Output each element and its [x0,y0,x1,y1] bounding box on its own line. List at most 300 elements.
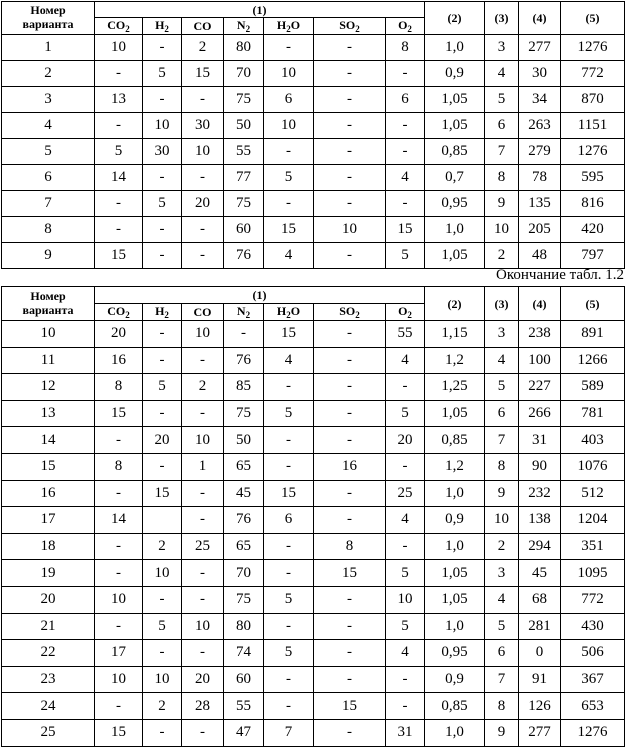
table-cell: 15 [95,243,143,269]
gas-formula-tail: O [290,17,301,32]
table-cell: 28 [182,693,224,720]
header-gas-6 [386,18,425,35]
table-cell: 0,9 [425,666,485,693]
table-row [2,666,625,693]
table-cell: - [182,87,224,113]
gas-formula-base: CO [193,19,212,33]
table-cell: - [264,427,314,454]
table-cell: 5 [386,613,425,640]
table-cell: 1,0 [425,480,485,507]
gas-formula-subscript: 2 [245,23,251,34]
table-cell: 7 [485,666,519,693]
table-cell: 60 [224,666,264,693]
table-cell: - [314,613,386,640]
table-cell: 4 [485,347,519,374]
table-cell: - [314,347,386,374]
header-gas-2 [182,18,224,35]
gas-formula-base: CO [107,17,126,32]
header-group-1: (1) [95,287,425,304]
table-cell: 2 [143,533,182,560]
table-cell: 10 [264,61,314,87]
table-cell: 1,0 [425,533,485,560]
table-cell: 70 [224,61,264,87]
table-cell: 1,2 [425,453,485,480]
table-cell: 294 [519,533,561,560]
table-cell: 6 [264,87,314,113]
table-row [2,453,625,480]
table-cell: 5 [143,613,182,640]
table-cell: 277 [519,35,561,61]
table-row [2,113,625,139]
header-gas-0 [95,304,143,321]
table-cell: - [182,347,224,374]
variant-number: 12 [2,374,95,401]
table-cell: 653 [561,693,625,720]
table-cell: 10 [182,427,224,454]
table-cell: 1,05 [425,113,485,139]
table-cell: 15 [143,480,182,507]
variant-number: 18 [2,533,95,560]
header-gas-4 [264,18,314,35]
table-cell: 14 [95,507,143,534]
table-cell: 3 [485,321,519,348]
table-cell: - [386,666,425,693]
header-col-5: (5) [561,2,625,35]
table-cell: - [386,191,425,217]
table-cell: 14 [95,165,143,191]
continuation-note: Окончание табл. 1.2 [496,267,624,283]
table-cell: 1,05 [425,400,485,427]
table-cell: 8 [95,453,143,480]
table-cell: 3 [485,560,519,587]
gas-formula-base: CO [193,305,212,319]
table-cell: 1276 [561,719,625,746]
table-cell: 15 [264,480,314,507]
variant-number: 22 [2,640,95,667]
table-cell: 430 [561,613,625,640]
table-cell: - [143,243,182,269]
table-cell: - [182,480,224,507]
header-col-2: (2) [425,2,485,35]
table-cell: 25 [182,533,224,560]
header-col-2: (2) [425,287,485,321]
variant-number: 9 [2,243,95,269]
table-cell: 0,9 [425,507,485,534]
table-cell: 90 [519,453,561,480]
table-cell: 10 [182,321,224,348]
table-cell: 5 [264,640,314,667]
gas-formula-base: SO [339,303,356,318]
gas-formula-subscript: 2 [164,309,169,320]
table-cell: 15 [182,61,224,87]
table-cell: - [264,35,314,61]
table-cell: 50 [224,427,264,454]
variant-number: 5 [2,139,95,165]
header-col-4: (4) [519,287,561,321]
table-cell: 0,85 [425,693,485,720]
gas-formula-base: H [155,17,165,32]
gas-formula-subscript: 2 [355,309,360,320]
table-cell: 5 [264,586,314,613]
table-row [2,191,625,217]
table-cell: 74 [224,640,264,667]
gas-formula-subscript: 2 [125,23,130,34]
table-cell: - [95,61,143,87]
table-cell: 126 [519,693,561,720]
table-row [2,586,625,613]
table-cell: - [314,139,386,165]
table-cell: 1 [182,453,224,480]
table-cell: - [264,453,314,480]
table-cell: - [182,243,224,269]
table-cell: 279 [519,139,561,165]
table-cell: 5 [264,400,314,427]
gas-formula-base: H [276,303,287,318]
table-cell [143,507,182,534]
table-cell: - [95,427,143,454]
variant-number: 21 [2,613,95,640]
table-cell: - [386,533,425,560]
table-cell: - [143,35,182,61]
table-cell: 8 [485,693,519,720]
table-cell: 20 [182,191,224,217]
table-cell: 45 [224,480,264,507]
table-cell: - [95,480,143,507]
table-cell: 31 [386,719,425,746]
table-cell: 6 [264,507,314,534]
table-cell: 1,05 [425,560,485,587]
table-cell: 45 [519,560,561,587]
table-cell: 10 [264,113,314,139]
table-cell: - [182,217,224,243]
table-cell: - [264,666,314,693]
header-gas-3 [224,304,264,321]
variant-number: 16 [2,480,95,507]
variant-number: 3 [2,87,95,113]
table-cell: 589 [561,374,625,401]
table-cell: - [314,61,386,87]
table-cell: 8 [95,374,143,401]
variant-number: 20 [2,586,95,613]
table-cell: 48 [519,243,561,269]
table-cell: - [143,400,182,427]
table-row [2,560,625,587]
table-cell: - [264,560,314,587]
table-cell: 3 [485,35,519,61]
table-cell: 5 [485,374,519,401]
table-row [2,139,625,165]
table-cell: 5 [386,400,425,427]
variant-number: 4 [2,113,95,139]
table-row [2,640,625,667]
table-cell: - [264,374,314,401]
table-cell: - [224,321,264,348]
gas-formula-base: O [398,17,408,32]
table-cell: - [182,507,224,534]
table-cell: 80 [224,613,264,640]
table-cell: 816 [561,191,625,217]
variant-number: 2 [2,61,95,87]
table-row [2,243,625,269]
gas-variants-table-continuation [1,286,625,747]
table-cell: 5 [264,165,314,191]
variant-number: 15 [2,453,95,480]
header-col-3: (3) [485,2,519,35]
table-cell: 595 [561,165,625,191]
header-gas-3 [224,18,264,35]
header-gas-5 [314,304,386,321]
gas-formula-subscript: 2 [355,23,360,34]
table-cell: 0,85 [425,139,485,165]
table-cell: 15 [314,693,386,720]
table-cell: - [143,586,182,613]
table-cell: 891 [561,321,625,348]
variant-number: 23 [2,666,95,693]
table-cell: - [95,113,143,139]
table-cell: - [314,165,386,191]
table-row [2,321,625,348]
variant-number: 19 [2,560,95,587]
table-cell: 20 [95,321,143,348]
table-cell: 30 [143,139,182,165]
table-cell: 30 [182,113,224,139]
table-cell: 16 [314,453,386,480]
table-cell: 70 [224,560,264,587]
table-cell: 5 [143,191,182,217]
table-cell: - [314,507,386,534]
table-cell: 4 [264,243,314,269]
table-cell: 4 [386,640,425,667]
table-cell: - [314,586,386,613]
table-cell: - [143,165,182,191]
table-cell: 506 [561,640,625,667]
table-body [2,35,625,269]
gas-formula-base: O [398,303,408,318]
table-cell: 1204 [561,507,625,534]
table-cell: 870 [561,87,625,113]
table-cell: 0,9 [425,61,485,87]
table-cell: 10 [95,666,143,693]
header-variant: Номер варианта [2,2,95,35]
table-cell: 10 [485,217,519,243]
table-cell: - [182,400,224,427]
header-gas-6 [386,304,425,321]
table-cell: - [314,640,386,667]
table-cell: 10 [143,113,182,139]
table-cell: - [143,453,182,480]
table-cell: - [182,640,224,667]
table-cell: 5 [95,139,143,165]
table-cell: - [314,719,386,746]
table-cell: - [314,480,386,507]
table-cell: 80 [224,35,264,61]
table-cell: 5 [386,560,425,587]
table-cell: 1,0 [425,217,485,243]
table-cell: 263 [519,113,561,139]
table-row [2,719,625,746]
table-cell: - [314,427,386,454]
table-cell: 0 [519,640,561,667]
table-cell: - [95,560,143,587]
table-cell: 65 [224,533,264,560]
table-cell: 1,05 [425,586,485,613]
table-cell: - [95,613,143,640]
table-cell: - [314,191,386,217]
table-cell: 15 [95,719,143,746]
table-cell: 797 [561,243,625,269]
table-cell: 2 [485,243,519,269]
table-cell: 50 [224,113,264,139]
table-cell: 4 [386,507,425,534]
table-cell: 8 [386,35,425,61]
table-cell: - [95,533,143,560]
table-cell: 15 [264,217,314,243]
variant-number: 11 [2,347,95,374]
table-cell: 4 [386,347,425,374]
table-cell: 15 [95,400,143,427]
gas-formula-base: H [155,303,165,318]
table-cell: 0,85 [425,427,485,454]
table-cell: 47 [224,719,264,746]
header-gas-2 [182,304,224,321]
table-cell: 4 [485,61,519,87]
table-cell: - [314,374,386,401]
table-cell: 1266 [561,347,625,374]
table-cell: 6 [485,400,519,427]
table-cell: 10 [485,507,519,534]
table-body [2,321,625,747]
table-cell: - [143,217,182,243]
header-gas-5 [314,18,386,35]
variant-number: 1 [2,35,95,61]
table-cell: 100 [519,347,561,374]
gas-formula-subscript: 2 [245,309,251,320]
table-cell: 55 [224,693,264,720]
header-gas-0 [95,18,143,35]
table-cell: 75 [224,400,264,427]
table-cell: 227 [519,374,561,401]
table-cell: 8 [485,453,519,480]
table-cell: 238 [519,321,561,348]
header-row [2,287,625,304]
header-gas-1 [143,304,182,321]
gas-formula-tail: O [290,303,301,318]
table-cell: 135 [519,191,561,217]
table-cell: 403 [561,427,625,454]
table-cell: 31 [519,427,561,454]
gas-formula-subscript: 2 [286,309,291,320]
table-cell: - [95,693,143,720]
table-cell: 5 [143,61,182,87]
table-cell: 9 [485,480,519,507]
table-cell: 20 [182,666,224,693]
table-cell: 1276 [561,139,625,165]
variant-number: 7 [2,191,95,217]
table-cell: 772 [561,586,625,613]
table-cell: 17 [95,640,143,667]
table-cell: 8 [314,533,386,560]
variant-number: 25 [2,719,95,746]
table-cell: 55 [224,139,264,165]
table-cell: - [264,139,314,165]
table-cell: 75 [224,191,264,217]
table-cell: - [182,165,224,191]
table-cell: 4 [264,347,314,374]
table-cell: 5 [485,613,519,640]
table-cell: 9 [485,719,519,746]
table-cell: - [143,321,182,348]
header-group-1: (1) [95,2,425,18]
table-cell: - [386,61,425,87]
table-cell: 5 [386,243,425,269]
table-row [2,61,625,87]
table-cell: 1,05 [425,243,485,269]
table-cell: 91 [519,666,561,693]
table-row [2,87,625,113]
table-cell: 10 [182,613,224,640]
table-cell: 15 [314,560,386,587]
table-cell: 1076 [561,453,625,480]
header-col-5: (5) [561,287,625,321]
table-cell: 1,0 [425,613,485,640]
table-cell: 5 [143,374,182,401]
table-header [2,287,625,321]
table-cell: - [143,347,182,374]
table-cell: 10 [95,586,143,613]
table-cell: 281 [519,613,561,640]
table-cell: 85 [224,374,264,401]
table-cell: - [264,191,314,217]
variant-number: 14 [2,427,95,454]
header-col-4: (4) [519,2,561,35]
table-cell: - [386,113,425,139]
gas-formula-subscript: 2 [407,23,412,34]
variant-number: 8 [2,217,95,243]
table-cell: 1,2 [425,347,485,374]
table-cell: 1151 [561,113,625,139]
table-header [2,2,625,35]
table-cell: 13 [95,87,143,113]
table-cell: 76 [224,243,264,269]
header-col-3: (3) [485,287,519,321]
table-cell: - [143,640,182,667]
variant-number: 17 [2,507,95,534]
table-cell: 2 [485,533,519,560]
table-cell: 16 [95,347,143,374]
table-cell: 25 [386,480,425,507]
table-cell: - [314,35,386,61]
table-row [2,613,625,640]
table-cell: 65 [224,453,264,480]
gas-formula-subscript: 2 [164,23,169,34]
table-cell: - [386,693,425,720]
table-cell: - [314,400,386,427]
table-row [2,217,625,243]
table-cell: - [143,87,182,113]
table-cell: 138 [519,507,561,534]
table-cell: - [386,453,425,480]
table-row [2,347,625,374]
table-cell: - [314,113,386,139]
variant-number: 10 [2,321,95,348]
header-gas-1 [143,18,182,35]
table-cell: 55 [386,321,425,348]
table-cell: - [182,719,224,746]
table-cell: 6 [485,113,519,139]
table-cell: 60 [224,217,264,243]
table-cell: 266 [519,400,561,427]
table-cell: - [264,533,314,560]
